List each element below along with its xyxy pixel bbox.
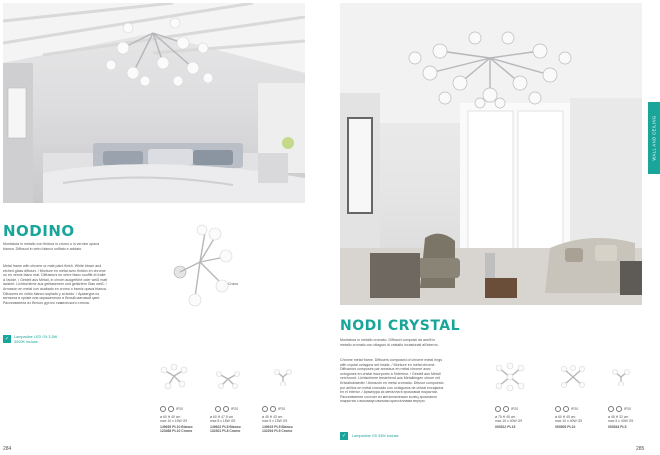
- nodi-crystal-pl15-dims: ø 75 H 45 cm max 15 x 40W G9: [495, 415, 523, 424]
- ip-rating: IP20: [624, 406, 632, 411]
- product-title-nodi-crystal: NODI CRYSTAL: [340, 318, 461, 334]
- living-room-illustration: [340, 3, 642, 305]
- nodino-pl5-thumbnail: [274, 368, 292, 386]
- description-multilingual: Metal frame with chrome or matt paint finish. White blown and etched glass diffuser. / Monture en métal avec finition en chrome ou en vernis blanc mat. Diffuseurs en verre blanc soufflé et traité à l'acide. / Gestell aus Metall, in chrom ausgeführt oder weiß matt lackiert. Lichtschirme aus geblasenem und geätztem Glas weiß. / Armazón en metal con acabado en cromo o barniz opaca blanca. Difusores en vidrio blanco soplado y al ácido. / Арматура из металла в хроме или окрашенного в белый матовый цвет. Рассеиватели из белого дутого химического стекла.: [3, 264, 108, 305]
- nodi-crystal-pl10-codes: 093505 PL10: [555, 425, 576, 429]
- led-bulb-note: Lampadine LED G9 3,5W 3000K incluse: [14, 335, 58, 344]
- ceiling-mount-icon: [262, 406, 268, 412]
- side-tab: [648, 102, 660, 174]
- nodino-pl5-dims: ø 45 H 43 cm max 5 x 15W G9: [262, 415, 288, 424]
- bulb-icon: [616, 406, 622, 412]
- bulb-icon: [223, 406, 229, 412]
- ip-rating: IP20: [571, 406, 579, 411]
- bulb-icon: [563, 406, 569, 412]
- bulb-icon: [270, 406, 276, 412]
- page-number-right: 285: [636, 446, 645, 452]
- nodino-pl10-codes: 149639 PL10 Bianco 123468 PL10 Cromo: [160, 425, 193, 434]
- nodi-crystal-pl5-thumbnail: [612, 368, 630, 386]
- bulb-icon: [168, 406, 174, 412]
- bulb-icon: [503, 406, 509, 412]
- bedroom-illustration: [3, 3, 305, 203]
- description-italian-crystal: Montatura in metallo cromato. Diffusori composti da anelli in metallo cromato con ottagoni di cristallo incastonati all'interno.: [340, 338, 439, 347]
- ip-rating: IP20: [511, 406, 519, 411]
- nodi-crystal-living-room-photo: [340, 3, 642, 305]
- spec-icons-2: [215, 406, 238, 411]
- g9-bulb-note: Lampadine G9 33W incluse: [352, 434, 399, 438]
- ceiling-mount-icon: [215, 406, 221, 412]
- spec-icons-3: [262, 406, 285, 411]
- nodi-crystal-pl5-codes: 093543 PL5: [608, 425, 627, 429]
- nodi-crystal-pl15-thumbnail: [495, 362, 525, 392]
- color-label-cromo: Cromo: [228, 282, 239, 286]
- nodi-crystal-pl15-codes: 093512 PL15: [495, 425, 516, 429]
- ceiling-mount-icon: [555, 406, 561, 412]
- spec-icons-4: [495, 406, 518, 411]
- spec-icons-6: [608, 406, 631, 411]
- ip-rating: IP20: [278, 406, 286, 411]
- product-title-nodino: NODINO: [3, 222, 75, 240]
- spec-icons-5: [555, 406, 578, 411]
- ip-rating: IP20: [231, 406, 239, 411]
- g9-badge: ✓: [341, 433, 347, 439]
- nodi-crystal-pl5-dims: ø 45 H 32 cm max 5 x 40W G9: [608, 415, 634, 424]
- nodino-wall-lamp-image: [160, 222, 240, 317]
- nodino-pl8-codes: 149622 PL8 Bianco 132301 PL8 Cromo: [210, 425, 241, 434]
- nodi-crystal-pl10-thumbnail: [560, 364, 586, 390]
- nodino-bedroom-photo: [3, 3, 305, 203]
- side-tab-label: WALL AND CEILING: [651, 115, 657, 161]
- nodino-pl8-dims: ø 60 H 47,5 cm max 8 x 15W G9: [210, 415, 236, 424]
- ceiling-mount-icon: [608, 406, 614, 412]
- description-multilingual-crystal: Chrome metal frame. Diffusers composed of chrome metal rings with crystal octagons set inside. / Monture en métal chromé. Diffuseurs composés par anneaux en métal chromé avec octogones en cristal incorporés à l'intérieur. / Gestell aus Metall verchromt. Lichtschirme bestehend aus Metallringen chrom mit Kristalloktaeder / Armazón en metal cromado. Difusor compuesto por anillos en metal cromado con octágonos de cristal encajados en el interior. / Арматура из металла в хромовом покрытии. Рассеиватели состоят из металлических колец хромового покрытия с восьмиугольными кристаллами внутри.: [340, 358, 444, 404]
- nodino-pl5-codes: 149615 PL5 Bianco 132294 PL5 Cromo: [262, 425, 293, 434]
- description-italian: Montatura in metallo con finitura in cromo o in vernice opaca bianca. Diffusori in vetro bianco soffiato e acidato.: [3, 242, 100, 251]
- led-badge: ✓: [4, 336, 10, 342]
- nodino-pl10-dims: ø 60 H 40 cm max 10 x 15W G9: [160, 415, 188, 424]
- nodi-crystal-pl10-dims: ø 60 H 45 cm max 10 x 40W G9: [555, 415, 583, 424]
- nodino-pl8-thumbnail: [215, 368, 241, 390]
- page-number-left: 284: [3, 446, 12, 452]
- ceiling-mount-icon: [160, 406, 166, 412]
- ip-rating: IP20: [176, 406, 184, 411]
- nodino-pl10-thumbnail: [160, 362, 188, 390]
- ceiling-mount-icon: [495, 406, 501, 412]
- spec-icons-1: [160, 406, 183, 411]
